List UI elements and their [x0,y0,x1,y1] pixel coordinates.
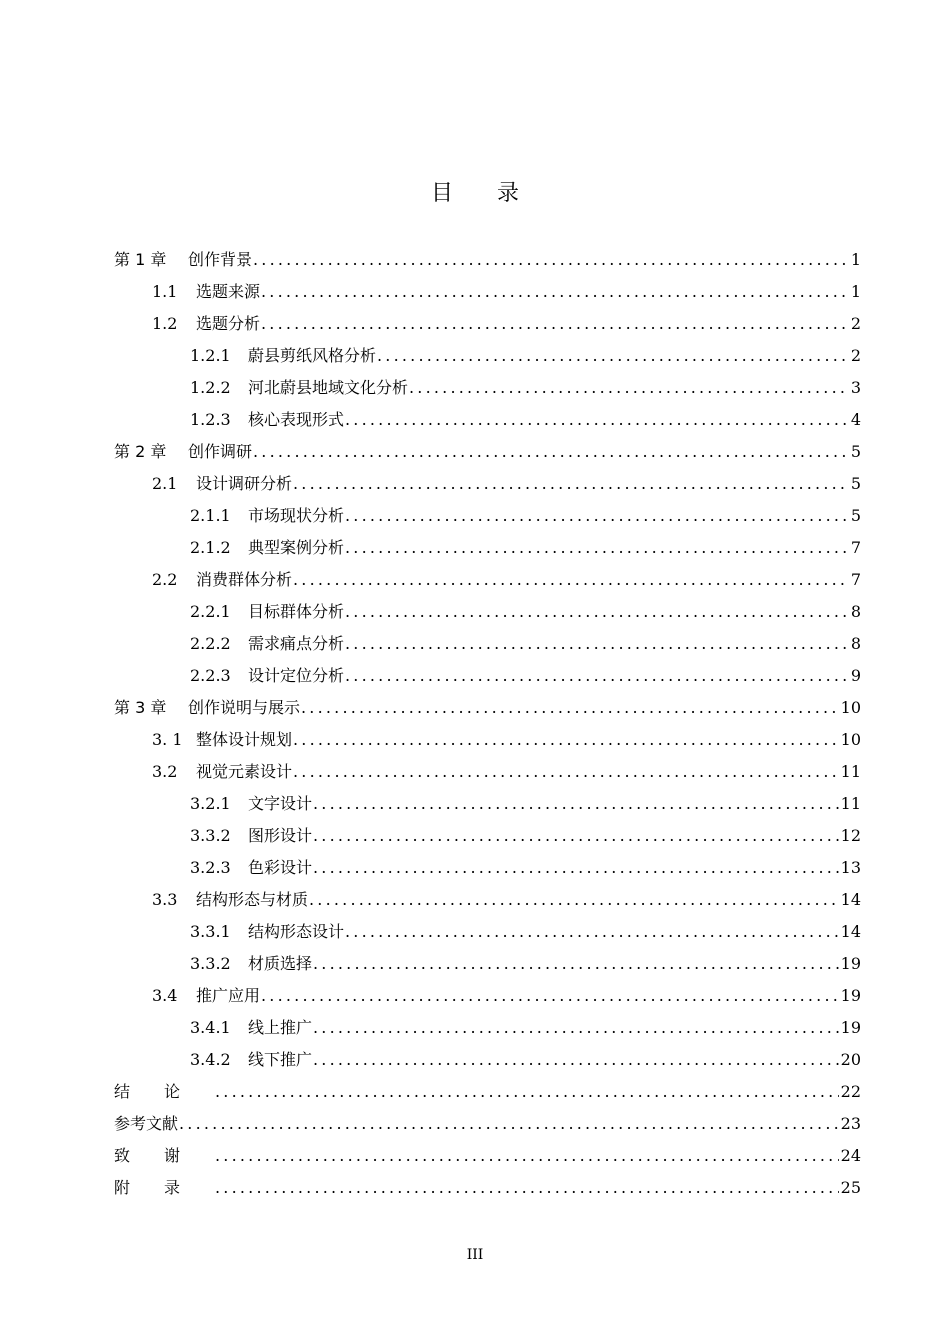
toc-entry-page: 5 [850,506,861,525]
toc-entry-page: 7 [850,538,861,557]
dot-leader [253,244,849,276]
toc-entry-title: 材质选择 [248,954,313,973]
toc-entry-title: 结构形态与材质 [196,890,309,909]
toc-entry-title: 参考文献 [114,1114,179,1133]
toc-entry-title: 推广应用 [196,986,261,1005]
dot-leader [301,692,839,724]
toc-entry-number: 3.3.2 [190,954,231,973]
toc-entry-title: 目标群体分析 [248,602,345,621]
toc-entry-page: 14 [840,922,861,941]
dot-leader [313,1044,839,1076]
toc-entry-number: 3.4.2 [190,1050,231,1069]
toc-entry-page: 3 [850,378,861,397]
dot-leader [313,1012,839,1044]
toc-entry[interactable] [114,980,861,1012]
toc-entry-title: 典型案例分析 [248,538,345,557]
toc-entry-title: 核心表现形式 [248,410,345,429]
toc-entry[interactable] [114,916,861,948]
toc-entry-page: 22 [840,1082,861,1101]
toc-entry-title: 消费群体分析 [196,570,293,589]
dot-leader [377,340,849,372]
toc-entry-page: 10 [840,698,861,717]
dot-leader [409,372,849,404]
toc-entry-title: 色彩设计 [248,858,313,877]
dot-leader [313,788,839,820]
toc-entry-number: 3.2.1 [190,794,231,813]
toc-entry-page: 13 [840,858,861,877]
toc-entry[interactable] [114,244,861,276]
dot-leader [309,884,839,916]
toc-entry-page: 1 [850,282,861,301]
toc-entry-page: 12 [840,826,861,845]
toc-entry-title: 创作背景 [188,250,253,269]
toc-entry-page: 14 [840,890,861,909]
toc-entry-page: 23 [840,1114,861,1133]
toc-entry-page: 8 [850,634,861,653]
toc-entry[interactable] [114,948,861,980]
dot-leader [313,852,839,884]
toc-entry-page: 25 [840,1178,861,1197]
dot-leader [345,596,849,628]
toc-entry[interactable] [114,788,861,820]
dot-leader [261,980,839,1012]
toc-entry-title: 结构形态设计 [248,922,345,941]
dot-leader [313,820,839,852]
toc-entry[interactable] [114,1172,861,1204]
toc-entry-page: 19 [840,1018,861,1037]
toc-entry-number: 1.2.3 [190,410,231,429]
toc-entry-page: 9 [850,666,861,685]
toc-entry[interactable] [114,628,861,660]
toc-entry-title: 需求痛点分析 [248,634,345,653]
dot-leader [345,628,849,660]
dot-leader [179,1108,839,1140]
toc-entry-title: 结论 [114,1082,215,1101]
toc-entry-page: 11 [840,762,861,781]
toc-entry-number: 第 2 章 [114,442,167,461]
toc-entry[interactable] [114,756,861,788]
dot-leader [345,660,849,692]
toc-entry-title: 线上推广 [248,1018,313,1037]
toc-entry-title: 创作说明与展示 [188,698,301,717]
toc-entry-page: 4 [850,410,861,429]
toc-entry-number: 3.3.1 [190,922,231,941]
dot-leader [313,948,839,980]
dot-leader [345,500,849,532]
toc-entry-number: 2.2.2 [190,634,231,653]
dot-leader [293,564,849,596]
toc-entry[interactable] [114,372,861,404]
toc-entry-number: 2.1.1 [190,506,231,525]
toc-entry-title: 蔚县剪纸风格分析 [248,346,377,365]
dot-leader [215,1076,839,1108]
toc-entry-title: 图形设计 [248,826,313,845]
toc-entry[interactable] [114,884,861,916]
toc-entry-number: 2.1.2 [190,538,231,557]
toc-entry-number: 1.2 [152,314,178,333]
toc-entry-title: 设计定位分析 [248,666,345,685]
toc-entry-number: 3.4 [152,986,178,1005]
toc-entry[interactable] [114,308,861,340]
toc-entry-number: 1.2.1 [190,346,231,365]
toc-entry-page: 19 [840,954,861,973]
toc-entry[interactable] [114,532,861,564]
toc-entry-page: 10 [840,730,861,749]
toc-entry-number: 2.2.3 [190,666,231,685]
toc-entry-page: 2 [850,346,861,365]
toc-entry[interactable] [114,724,861,756]
toc-entry-number: 第 1 章 [114,250,167,269]
toc-entry[interactable] [114,276,861,308]
toc-entry-page: 7 [850,570,861,589]
toc-entry-number: 第 3 章 [114,698,167,717]
dot-leader [345,404,849,436]
dot-leader [293,468,849,500]
toc-entry-page: 20 [840,1050,861,1069]
dot-leader [293,756,839,788]
dot-leader [345,916,839,948]
toc-entry-page: 5 [850,442,861,461]
toc-entry-number: 3.3 [152,890,178,909]
toc-entry[interactable] [114,468,861,500]
toc-entry-title: 河北蔚县地域文化分析 [248,378,409,397]
toc-entry[interactable] [114,1012,861,1044]
toc-entry-number: 3.2 [152,762,178,781]
dot-leader [293,724,839,756]
toc-entry-title: 创作调研 [188,442,253,461]
toc-entry[interactable] [114,564,861,596]
dot-leader [261,308,849,340]
toc-entry-page: 8 [850,602,861,621]
toc-entry-number: 2.2.1 [190,602,231,621]
toc-entry[interactable] [114,1140,861,1172]
toc-entry-number: 1.1 [152,282,178,301]
toc-entry-page: 5 [850,474,861,493]
toc-entry-number: 3.3.2 [190,826,231,845]
toc-entry-title: 线下推广 [248,1050,313,1069]
dot-leader [261,276,849,308]
table-of-contents [114,244,861,1204]
toc-entry-title: 市场现状分析 [248,506,345,525]
toc-entry-page: 2 [850,314,861,333]
toc-entry[interactable] [114,1044,861,1076]
page-title: 目录 [430,181,563,206]
toc-entry[interactable] [114,820,861,852]
dot-leader [253,436,849,468]
toc-entry[interactable] [114,500,861,532]
toc-entry-title: 设计调研分析 [196,474,293,493]
toc-entry[interactable] [114,1076,861,1108]
toc-entry-title: 整体设计规划 [196,730,293,749]
toc-entry[interactable] [114,596,861,628]
toc-entry-number: 3.2.3 [190,858,231,877]
page-number: III [466,1247,484,1263]
toc-entry-page: 11 [840,794,861,813]
toc-entry-title: 视觉元素设计 [196,762,293,781]
toc-entry-number: 1.2.2 [190,378,231,397]
toc-entry[interactable] [114,340,861,372]
toc-entry-page: 1 [850,250,861,269]
toc-entry-page: 24 [840,1146,861,1165]
toc-entry-title: 致谢 [114,1146,215,1165]
toc-entry-title: 选题分析 [196,314,261,333]
toc-entry-number: 2.1 [152,474,178,493]
toc-entry-title: 文字设计 [248,794,313,813]
toc-entry[interactable] [114,692,861,724]
toc-entry[interactable] [114,660,861,692]
toc-entry-title: 选题来源 [196,282,261,301]
toc-entry-number: 3. 1 [152,730,183,749]
toc-entry[interactable] [114,436,861,468]
toc-entry[interactable] [114,852,861,884]
toc-entry[interactable] [114,1108,861,1140]
toc-entry-number: 2.2 [152,570,178,589]
toc-entry-number: 3.4.1 [190,1018,231,1037]
toc-entry[interactable] [114,404,861,436]
dot-leader [345,532,849,564]
dot-leader [215,1140,839,1172]
toc-entry-title: 附录 [114,1178,215,1197]
dot-leader [215,1172,839,1204]
toc-entry-page: 19 [840,986,861,1005]
